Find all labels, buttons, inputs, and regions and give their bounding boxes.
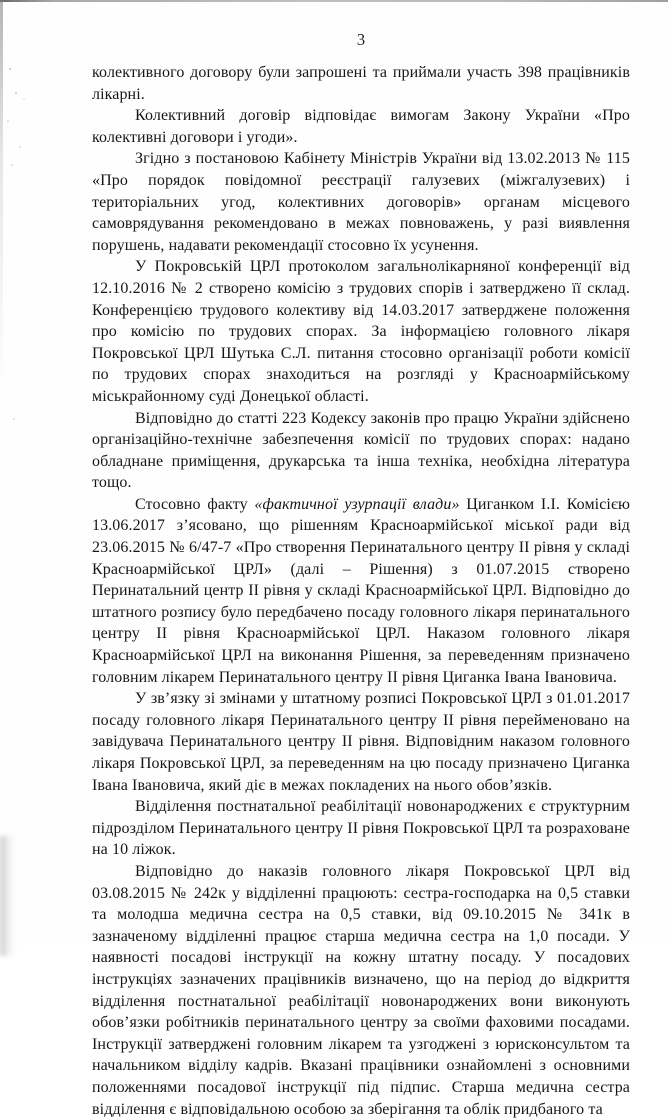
scan-artifact-left-edge xyxy=(0,0,3,390)
paragraph: У зв’язку зі змінами у штатному розписі Покровської ЦРЛ з 01.01.2017 посаду головного лікаря Перинатального центру ІІ рівня перейменовано на завідувача Перинатального центру ІІ рівня. Відповідним наказом головного лікаря Покровської ЦРЛ, за переведенням на цю посаду призначено Циганка Івана Івановича, який діє в межах покладених на нього обов’язків. xyxy=(92,690,630,794)
scan-artifact-bottom-left-shadow xyxy=(0,836,15,956)
paragraph: Відділення постнатальної реабілітації новонароджених є структурним підрозділом Перинатального центру ІІ рівня Покровської ЦРЛ та розраховане на 10 ліжок. xyxy=(92,798,630,859)
page-number: 3 xyxy=(356,30,366,49)
paragraph: Відповідно до статті 223 Кодексу законів про працю України здійснено організаційно-технічне забезпечення комісії по трудових спорах: надано обладнане приміщення, друкарська та інша техніка, необхідна література тощо. xyxy=(92,409,630,492)
paragraph: колективного договору були запрошені та приймали участь 398 працівників лікарні. xyxy=(92,64,630,103)
emphasized-quote: «фактичної узурпації влади» xyxy=(254,495,460,513)
paragraph-text: Стосовно факту xyxy=(135,495,255,513)
paragraph: У Покровській ЦРЛ протоколом загальнолікарняної конференції від 12.10.2016 № 2 створено комісію з трудових спорів і затверджено її склад. Конференцією трудового колективу від 14.03.2017 затверджене положення про комісію по трудових спорах. За інформацією головного лікаря Покровської ЦРЛ Шутька С.Л. питання стосовно організації роботи комісії по трудових спорах знаходиться на розгляді у Красноармійському міськрайонному суді Донецької області. xyxy=(92,258,630,405)
scan-artifact-top-edge xyxy=(0,0,668,2)
document-body xyxy=(92,62,630,1120)
paragraph: Колективний договір відповідає вимогам Закону України «Про колективні договори і угоди». xyxy=(92,107,630,146)
scan-artifact-speckles xyxy=(9,68,11,70)
paragraph-text: Циганком І.І. Комісією 13.06.2017 з’ясовано, що рішенням Красноармійської міської ради від 23.06.2015 № 6/47-7 «Про створення Перинатального центру ІІ рівня у складі Красноармійської ЦРЛ» (далі – Рішення) з 01.07.2015 створено Перинатальний центр ІІ рівня у складі Красноармійської ЦРЛ. Відповідно до штатного розпису було передбачено посаду головного лікаря перинатального центру ІІ рівня Красноармійської ЦРЛ. Наказом головного лікаря Красноармійської ЦРЛ на виконання Рішення, за переведенням призначено головним лікарем Перинатального центру ІІ рівня Циганка Івана Івановича. xyxy=(92,495,630,686)
paragraph xyxy=(92,494,630,688)
paragraph: Згідно з постановою Кабінету Міністрів України від 13.02.2013 № 115 «Про порядок повідомної реєстрації галузевих (міжгалузевих) і територіальних угод, колективних договорів» органам місцевого самоврядування рекомендовано в межах повноважень, у разі виявлення порушень, надавати рекомендації стосовно їх усунення. xyxy=(92,150,630,254)
paragraph: Відповідно до наказів головного лікаря Покровської ЦРЛ від 03.08.2015 № 242к у відділенні працюють: сестра-господарка на 0,5 ставки та молодша медична сестра на 0,5 ставки, від 09.10.2015 № 341к в зазначеному відділенні працює старша медична сестра на 1,0 посади. У наявності посадові інструкції на кожну штатну посаду. У посадових інструкціях зазначених працівників визначено, що на період до відкриття відділення постнатальної реабілітації новонароджених вони виконують обов’язки робітників перинатального центру за своїми фаховими посадами. Інструкції затверджені головним лікарем та узгоджені з юрисконсультом та начальником відділу кадрів. Вказані працівники ознайомлені з основними положеннями посадової інструкції під підпис. Старша медична сестра відділення є відповідальною особою за зберігання та облік придбаного та xyxy=(92,862,630,1118)
